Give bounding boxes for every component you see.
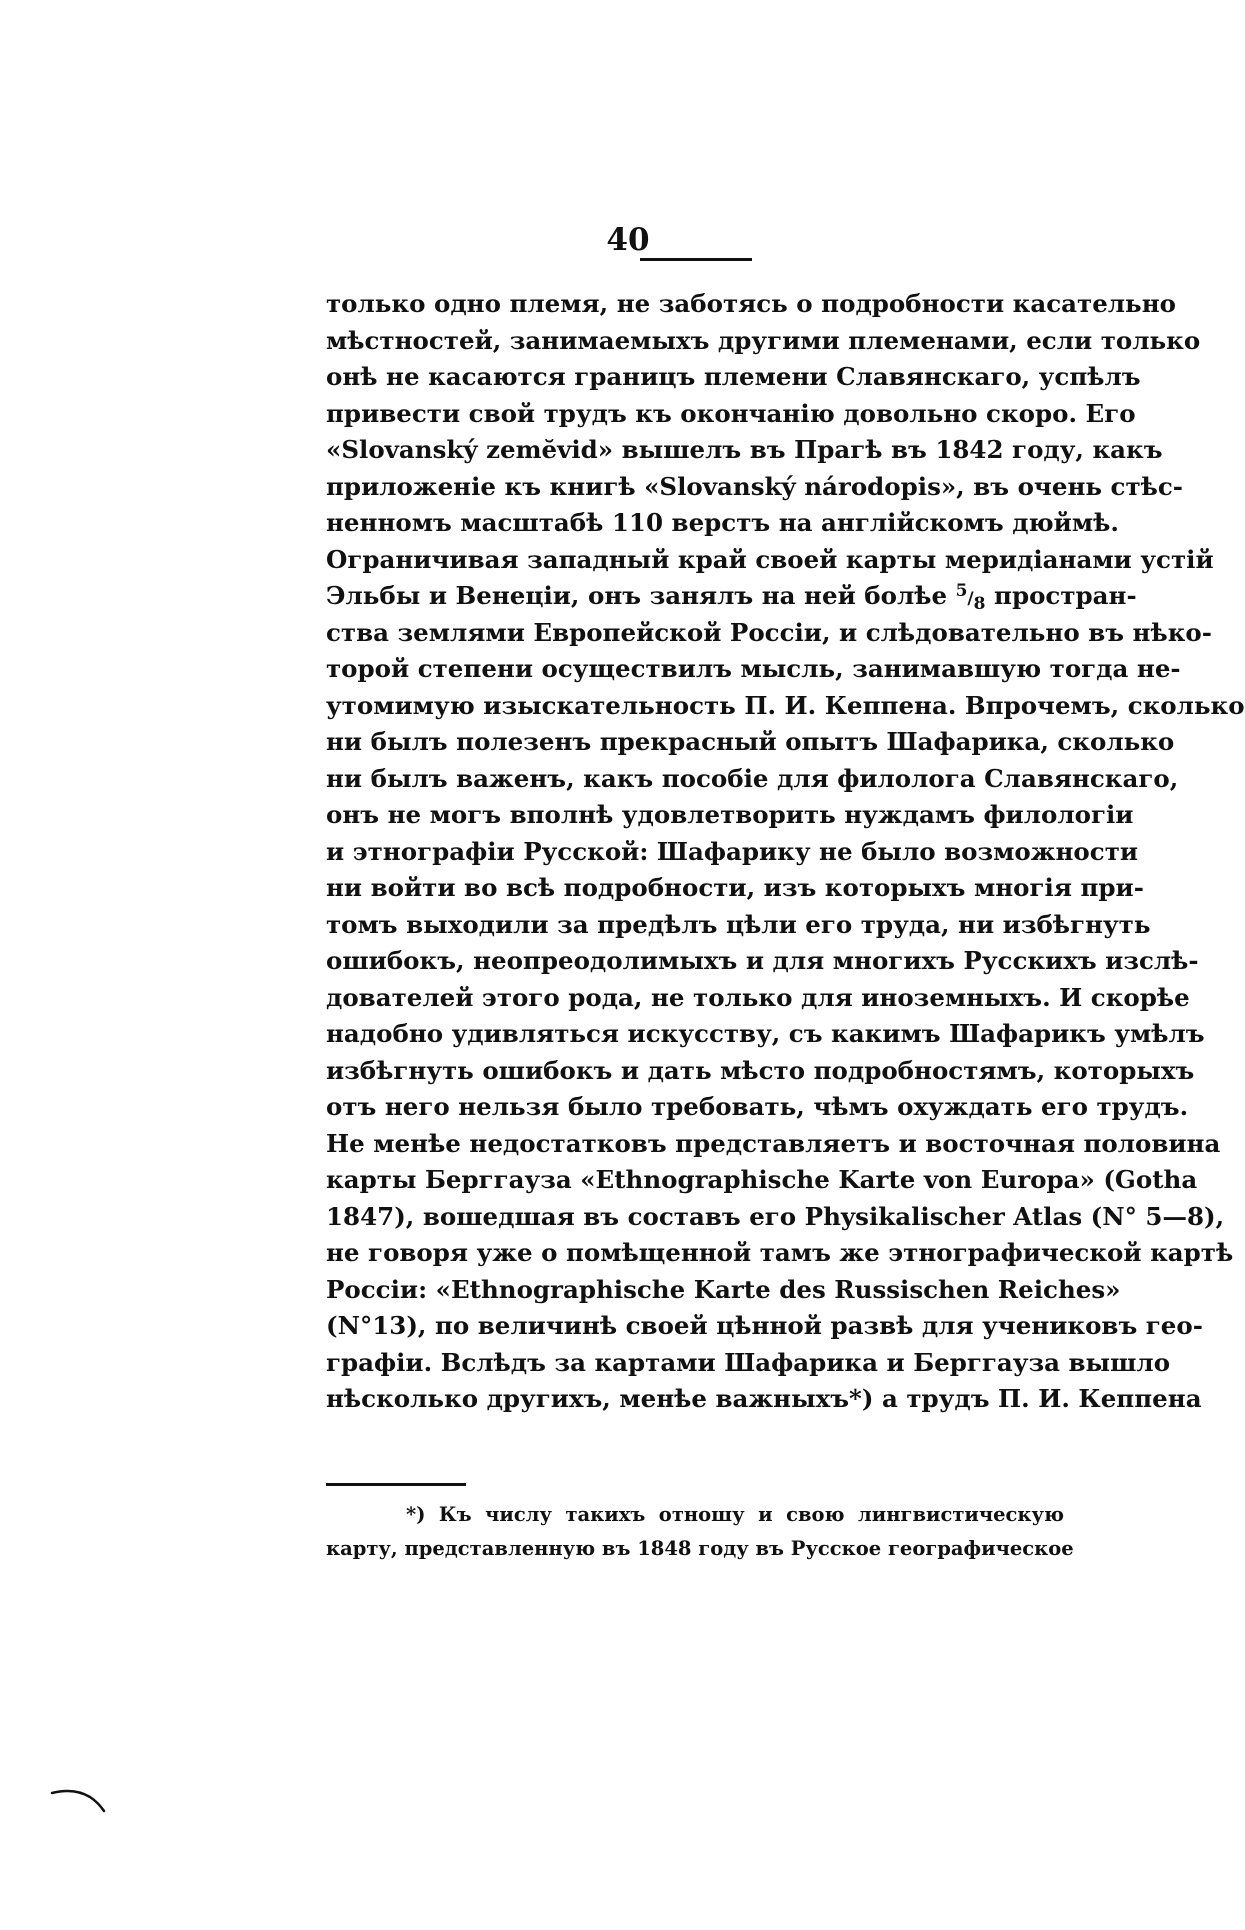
text-segment: простран- (994, 581, 1137, 610)
text-line: ни войти во всѣ подробности, изъ которыхъ многія при- (326, 873, 1144, 902)
text-line: графіи. Вслѣдъ за картами Шафарика и Берггауза вышло (326, 1347, 1171, 1377)
fraction-numerator: 5 (955, 581, 968, 601)
text-segment: Эльбы и Венеціи, онъ занялъ на ней болѣе (326, 581, 948, 610)
fraction-denominator: 8 (973, 594, 986, 614)
text-line: и этнографіи Русской: Шафарику не было возможности (326, 836, 1139, 866)
text-line: Ограничивая западный край своей карты меридіанами устій (326, 544, 1214, 574)
footnote-line: *) Къ числу такихъ отношу и свою лингвистическую (406, 1503, 1064, 1526)
page-number: 40 (606, 222, 650, 258)
text-line: ошибокъ, неопреодолимыхъ и для многихъ Русскихъ изслѣ- (326, 946, 1199, 975)
text-line: ни былъ полезенъ прекрасный опытъ Шафарика, сколько (326, 727, 1175, 756)
text-line: привести свой трудъ къ окончанію довольно скоро. Его (326, 398, 1136, 428)
text-line: Россіи: «Ethnographische Karte des Russischen Reiches» (326, 1274, 1121, 1304)
text-line: онѣ не касаются границъ племени Славянскаго, успѣлъ (326, 362, 1141, 391)
text-line: только одно племя, не заботясь о подробности касательно (326, 289, 1176, 318)
fraction (955, 581, 986, 614)
text-line: утомимую изыскательность П. И. Кеппена. Впрочемъ, сколько (326, 690, 1245, 720)
text-line: торой степени осуществилъ мысль, занимавшую тогда не- (326, 654, 1181, 683)
text-line: «Slovanský zemĕvid» вышелъ въ Прагѣ въ 1842 году, какъ (326, 435, 1163, 464)
text-line: мѣстностей, занимаемыхъ другими племенами, если только (326, 325, 1201, 355)
text-line: избѣгнуть ошибокъ и дать мѣсто подробностямъ, которыхъ (326, 1055, 1195, 1085)
text-line: 1847), вошедшая въ составъ его Physikalischer Atlas (N° 5—8), (326, 1201, 1225, 1231)
text-line: томъ выходили за предѣлъ цѣли его труда, ни избѣгнуть (326, 909, 1151, 939)
footnote (326, 1498, 1074, 1566)
header-rule (640, 258, 752, 261)
text-line-with-fraction (326, 578, 1137, 615)
text-line: Не менѣе недостатковъ представляетъ и восточная половина (326, 1128, 1221, 1158)
text-line: карты Берггауза «Ethnographische Karte von Europa» (Gotha (326, 1165, 1198, 1194)
text-line: (N°13), по величинѣ своей цѣнной развѣ для учениковъ гео- (326, 1311, 1203, 1340)
text-line: надобно удивляться искусству, съ какимъ Шафарикъ умѣлъ (326, 1019, 1205, 1048)
footnote-line: карту, представленную въ 1848 году въ Русское географическое (326, 1537, 1074, 1560)
text-line: онъ не могъ вполнѣ удовлетворить нуждамъ филологіи (326, 800, 1134, 829)
text-line: ни былъ важенъ, какъ пособіе для филолога Славянскаго, (326, 763, 1179, 793)
margin-pen-mark (50, 1785, 110, 1815)
main-text (326, 286, 1245, 1418)
text-line: отъ него нельзя было требовать, чѣмъ охуждать его трудъ. (326, 1092, 1189, 1121)
text-line: ства землями Европейской Россіи, и слѣдовательно въ нѣко- (326, 617, 1212, 647)
text-line: приложеніе къ книгѣ «Slovanský národopis», въ очень стѣс- (326, 471, 1183, 501)
footnote-rule (326, 1483, 466, 1486)
text-line: не говоря уже о помѣщенной тамъ же этнографической картѣ (326, 1238, 1234, 1267)
fraction-slash: / (967, 589, 974, 609)
text-line: дователей этого рода, не только для иноземныхъ. И скорѣе (326, 982, 1190, 1012)
text-line: ненномъ масштабѣ 110 верстъ на англійскомъ дюймѣ. (326, 508, 1119, 537)
text-line: нѣсколько другихъ, менѣе важныхъ*) а трудъ П. И. Кеппена (326, 1384, 1202, 1413)
